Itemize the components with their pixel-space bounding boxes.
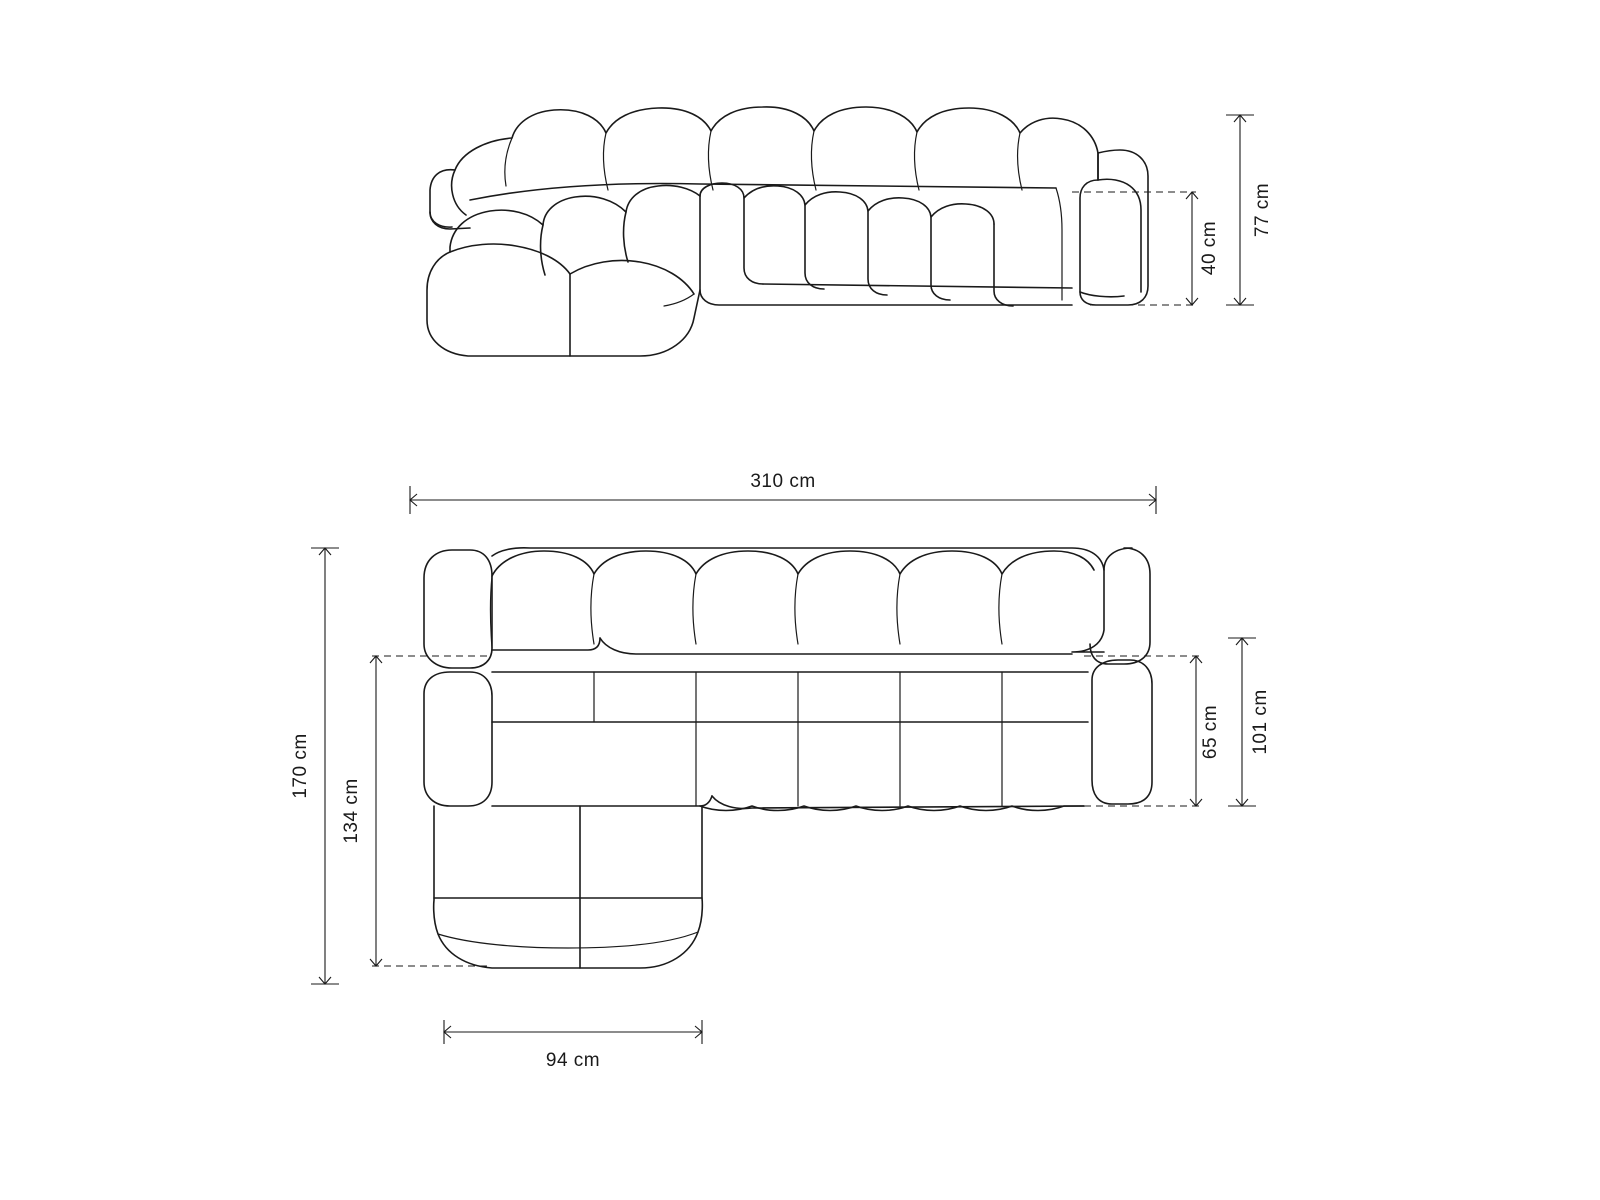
plan-outline <box>424 550 492 806</box>
front-backrest-seams <box>505 131 1022 190</box>
plan-body-outline <box>492 548 1104 654</box>
dimension-body-depth-101 <box>1228 638 1271 806</box>
dimension-total-height-77 <box>1226 115 1273 305</box>
front-chaise-block <box>427 185 700 356</box>
dimension-label-170: 170 cm <box>290 733 311 799</box>
dimension-label-77: 77 cm <box>1252 182 1273 238</box>
dimension-label-40: 40 cm <box>1199 220 1220 276</box>
top-plan-view <box>290 471 1271 1071</box>
dimension-total-width-310 <box>410 471 1156 514</box>
front-left-arm <box>430 170 470 229</box>
plan-chaise <box>434 806 703 968</box>
dimension-label-134: 134 cm <box>341 778 362 844</box>
plan-seat-grid <box>492 672 1088 809</box>
front-perspective-view <box>427 107 1273 356</box>
dimension-seat-height-40 <box>1072 192 1220 305</box>
plan-seat-seams <box>594 672 1002 806</box>
front-backrest-cushions <box>452 107 1098 215</box>
front-chaise-seams <box>664 294 694 306</box>
dimension-chaise-width-94 <box>444 1020 702 1071</box>
front-right-arm <box>1080 150 1148 305</box>
dimension-label-310: 310 cm <box>750 471 816 492</box>
dimension-label-94: 94 cm <box>545 1050 601 1071</box>
front-seat-front-faces <box>700 196 1072 306</box>
front-interior-guides <box>1056 188 1062 300</box>
dimension-label-101: 101 cm <box>1250 689 1271 755</box>
dimension-total-depth-170 <box>290 548 339 984</box>
plan-backrest-seams <box>491 574 1003 648</box>
plan-right-arm <box>1090 548 1152 804</box>
dimension-label-65: 65 cm <box>1200 704 1221 760</box>
dimension-chaise-depth-134 <box>341 656 492 966</box>
plan-chaise-front-detail <box>438 932 698 948</box>
front-backrest-bottom-edge <box>470 184 1056 200</box>
